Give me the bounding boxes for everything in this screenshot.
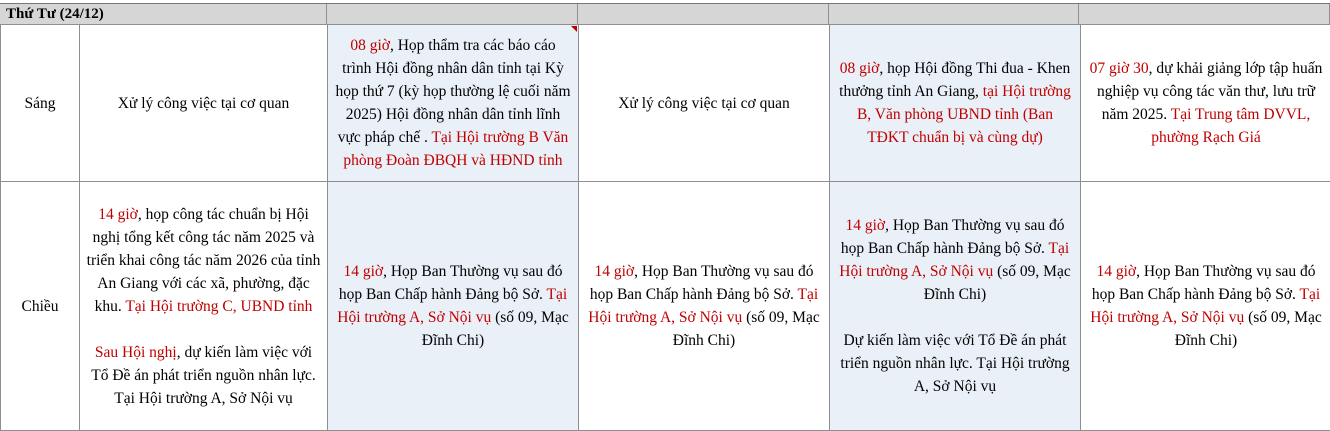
- highlight-text: Tại Hội trường B Văn phòng Đoàn ĐBQH và HĐND tỉnh: [343, 129, 568, 169]
- morning-row: [1, 25, 1330, 182]
- body-text: , họp Hội đồng Thi đua - Khen thưởng tỉnh An Giang,: [839, 60, 1070, 100]
- schedule-cell[interactable]: [579, 182, 830, 431]
- day-header-row: [0, 4, 1330, 24]
- body-text: , họp công tác chuẩn bị Hội nghị tổng kết công tác năm 2025 và triển khai công tác năm 2026 của tỉnh An Giang với các xã, phường, đặc khu.: [87, 206, 321, 315]
- highlight-text: Tại Trung tâm DVVL, phường Rạch Giá: [1151, 106, 1310, 146]
- day-header-fill: [327, 4, 578, 25]
- highlight-text: 14 giờ: [1096, 263, 1136, 280]
- schedule-cell[interactable]: [830, 182, 1081, 431]
- highlight-text: Tại Hội trường A, Sở Nội vụ: [588, 286, 818, 326]
- body-text: , Họp Ban Thường vụ sau đó họp Ban Chấp hành Đảng bộ Sở.: [339, 263, 563, 303]
- highlight-text: 14 giờ: [845, 217, 885, 234]
- body-text: (số 09, Mạc Đĩnh Chi): [422, 309, 569, 349]
- day-header-label: Thứ Tư (24/12): [0, 4, 327, 25]
- schedule-cell[interactable]: [1081, 182, 1330, 431]
- paragraph-gap: [836, 306, 1074, 329]
- body-text: Dự kiến làm việc với Tổ Đề án phát triển nguồn nhân lực. Tại Hội trường A, Sở Nội vụ: [840, 332, 1069, 395]
- comment-marker-icon: [571, 26, 577, 32]
- highlight-text: Tại Hội trường A, Sở Nội vụ: [839, 240, 1069, 280]
- schedule-cell[interactable]: [830, 25, 1081, 182]
- body-text: (số 09, Mạc Đĩnh Chi): [924, 263, 1071, 303]
- highlight-text: 14 giờ: [98, 206, 138, 223]
- body-text: , dự kiến làm việc với Tổ Đề án phát triển nguồn nhân lực. Tại Hội trường A, Sở Nội vụ: [91, 344, 315, 407]
- highlight-text: Tại Hội trường A, Sở Nội vụ: [337, 286, 567, 326]
- day-header-fill: [1079, 4, 1330, 25]
- session-label-afternoon: Chiều: [1, 182, 80, 431]
- schedule-cell[interactable]: [328, 25, 579, 182]
- highlight-text: Sau Hội nghị: [95, 344, 177, 361]
- highlight-text: 14 giờ: [594, 263, 634, 280]
- highlight-text: Tại Hội trường C, UBND tỉnh: [125, 298, 312, 315]
- day-header-fill: [829, 4, 1079, 25]
- session-label-morning: Sáng: [1, 25, 80, 182]
- highlight-text: Tại Hội trường A, Sở Nội vụ: [1090, 286, 1320, 326]
- body-text: , Họp Ban Thường vụ sau đó họp Ban Chấp hành Đảng bộ Sở.: [841, 217, 1065, 257]
- body-text: Xử lý công việc tại cơ quan: [618, 95, 790, 112]
- body-text: Xử lý công việc tại cơ quan: [118, 95, 290, 112]
- highlight-text: 14 giờ: [343, 263, 383, 280]
- schedule-cell[interactable]: [80, 182, 328, 431]
- body-text: , Họp Ban Thường vụ sau đó họp Ban Chấp hành Đảng bộ Sở.: [590, 263, 814, 303]
- body-text: (số 09, Mạc Đĩnh Chi): [673, 309, 820, 349]
- highlight-text: 08 giờ: [350, 37, 390, 54]
- afternoon-row: [1, 182, 1330, 431]
- highlight-text: 07 giờ 30: [1090, 60, 1149, 77]
- paragraph-gap: [86, 318, 321, 341]
- body-text: , Họp thẩm tra các báo cáo trình Hội đồng nhân dân tỉnh tại Kỳ họp thứ 7 (kỳ họp thường lệ cuối năm 2025) Hội đồng nhân dân tỉnh lĩnh vực pháp chế .: [335, 37, 570, 146]
- body-text: (số 09, Mạc Đĩnh Chi): [1175, 309, 1322, 349]
- schedule-cell[interactable]: [1081, 25, 1330, 182]
- highlight-text: 08 giờ: [840, 60, 880, 77]
- schedule-cell[interactable]: [80, 25, 328, 182]
- schedule-cell[interactable]: [579, 25, 830, 182]
- schedule-cell[interactable]: [328, 182, 579, 431]
- body-text: , dự khải giảng lớp tập huấn nghiệp vụ công tác văn thư, lưu trữ năm 2025.: [1097, 60, 1322, 123]
- schedule-table: [0, 24, 1330, 431]
- day-header-fill: [578, 4, 829, 25]
- highlight-text: tại Hội trường B, Văn phòng UBND tỉnh (Ban TĐKT chuẩn bị và cùng dự): [857, 83, 1071, 146]
- body-text: , Họp Ban Thường vụ sau đó họp Ban Chấp hành Đảng bộ Sở.: [1092, 263, 1316, 303]
